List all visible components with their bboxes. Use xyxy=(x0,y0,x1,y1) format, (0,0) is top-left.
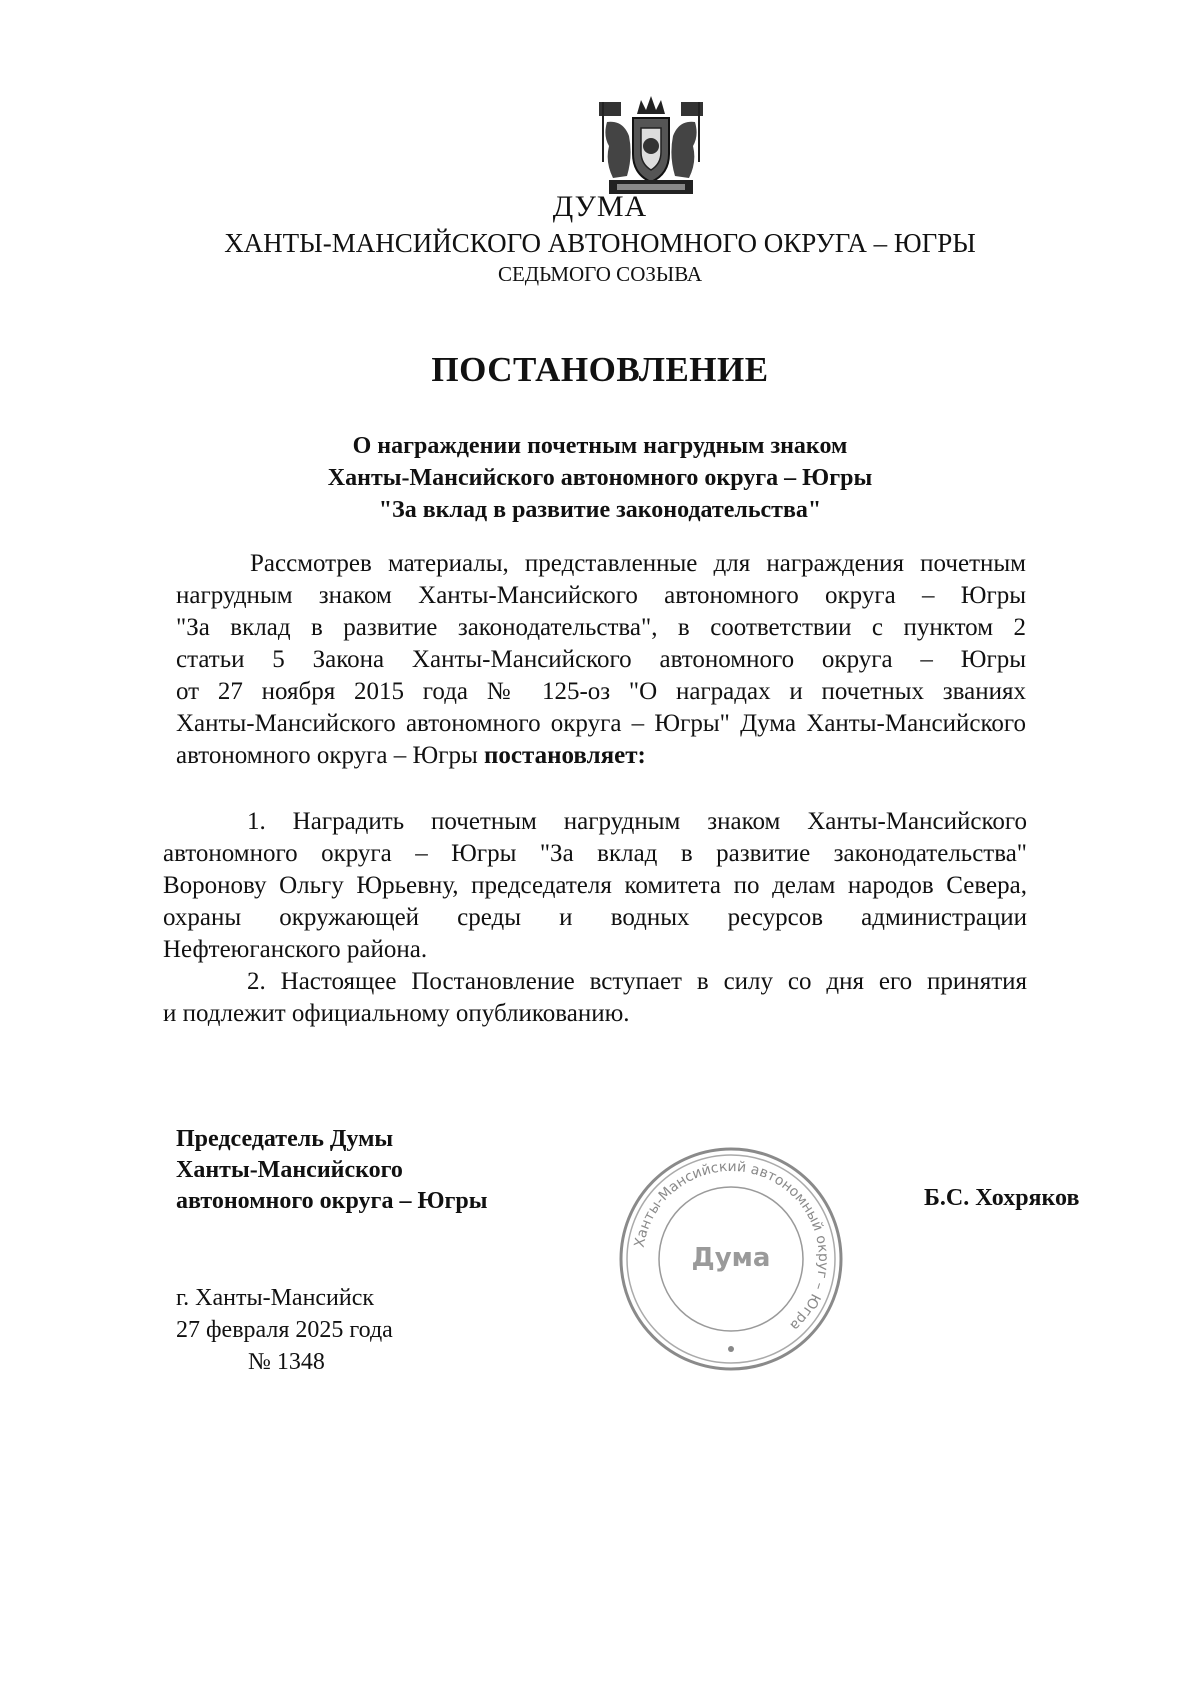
place-date-block xyxy=(176,1282,393,1378)
item-line: 2. Настоящее Постановление вступает в силу со дня его принятия xyxy=(247,968,1027,995)
subject-line: О награждении почетным нагрудным знаком xyxy=(352,433,848,459)
item-last-line: Нефтеюганского района. xyxy=(163,936,428,963)
preamble-line: "За вклад в развитие законодательства", в соответствии с пунктом 2 xyxy=(176,614,1026,641)
coat-of-arms-emblem xyxy=(593,92,709,202)
document-type: ПОСТАНОВЛЕНИЕ xyxy=(431,350,769,389)
seal-ring-text: Ханты-Мансийский автономный округ – Югра xyxy=(631,1158,832,1334)
item-line: охраны окружающей среды и водных ресурсов администрации xyxy=(163,904,1027,931)
preamble-text: автономного округа – Югры xyxy=(176,742,478,769)
preamble-line: нагрудным знаком Ханты-Мансийского автономного округа – Югры xyxy=(176,582,1026,609)
date: 27 февраля 2025 года xyxy=(176,1317,393,1343)
signatory-role xyxy=(176,1124,487,1217)
role-line: Ханты-Мансийского xyxy=(176,1157,403,1183)
convocation: СЕДЬМОГО СОЗЫВА xyxy=(497,262,703,286)
signatory-name: Б.С. Хохряков xyxy=(924,1185,1080,1211)
subject-line: "За вклад в развитие законодательства" xyxy=(378,497,822,523)
preamble-line: статьи 5 Закона Ханты-Мансийского автономного округа – Югры xyxy=(176,646,1026,673)
preamble-line: от 27 ноября 2015 года № 125-оз "О наградах и почетных званиях xyxy=(176,678,1026,705)
org-full-name: ХАНТЫ-МАНСИЙСКОГО АВТОНОМНОГО ОКРУГА – ЮГРЫ xyxy=(224,228,976,258)
org-name: ДУМА xyxy=(552,190,648,223)
item-last-line: и подлежит официальному опубликованию. xyxy=(163,1000,630,1027)
item-line: автономного округа – Югры "За вклад в развитие законодательства" xyxy=(163,840,1027,867)
preamble-line: Ханты-Мансийского автономного округа – Югры" Дума Ханты-Мансийского xyxy=(176,710,1026,737)
role-line: автономного округа – Югры xyxy=(176,1188,488,1214)
document-number: № 1348 xyxy=(248,1349,325,1375)
city: г. Ханты-Мансийск xyxy=(176,1285,375,1311)
document-subject xyxy=(200,430,1000,526)
seal-center-text: Дума xyxy=(691,1243,771,1273)
preamble-line: Рассмотрев материалы, представленные для награждения почетным xyxy=(250,550,1026,577)
subject-line: Ханты-Мансийского автономного округа – Югры xyxy=(327,465,873,491)
resolves-word: постановляет: xyxy=(484,742,646,769)
role-line: Председатель Думы xyxy=(176,1126,394,1152)
preamble-last-line xyxy=(176,740,646,772)
item-line: 1. Наградить почетным нагрудным знаком Ханты-Мансийского xyxy=(247,808,1027,835)
item-line: Воронову Ольгу Юрьевну, председателя комитета по делам народов Севера, xyxy=(163,872,1027,899)
official-seal xyxy=(615,1143,847,1375)
